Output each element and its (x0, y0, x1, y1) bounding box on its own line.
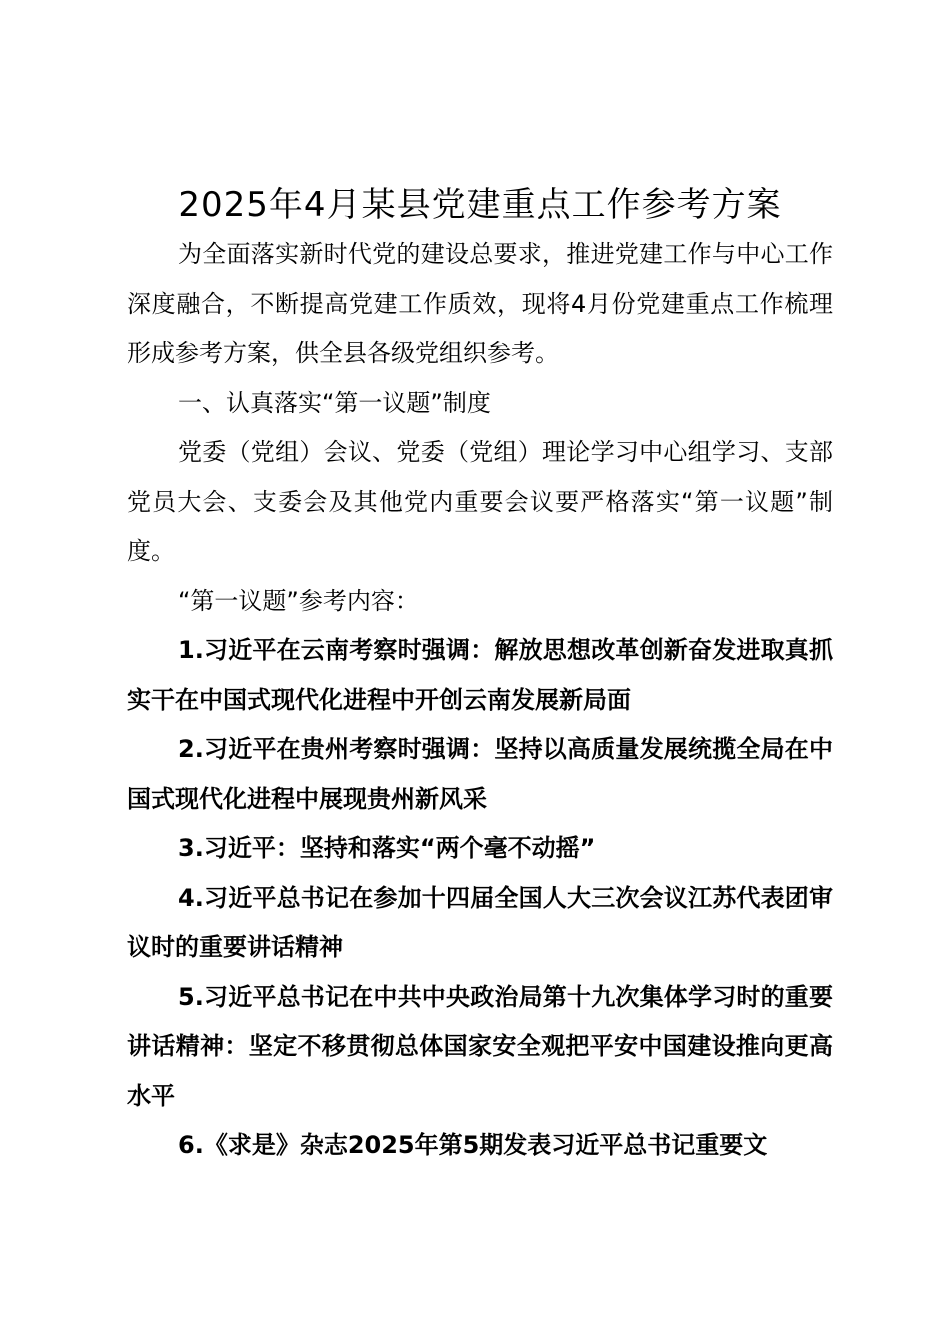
topic-item-6: 6.《求是》杂志2025年第5期发表习近平总书记重要文 (178, 1131, 768, 1159)
topic-item-2: 2.习近平在贵州考察时强调：坚持以高质量发展统揽全局在中国式现代化进程中展现贵州新风采 (127, 735, 833, 813)
topics-label: “第一议题”参考内容： (178, 586, 419, 615)
section-heading: 一、认真落实“第一议题”制度 (178, 388, 491, 417)
document-page (127, 180, 833, 1171)
topic-item-3: 3.习近平：坚持和落实“两个毫不动摇” (178, 834, 596, 862)
document-title: 2025年4月某县党建重点工作参考方案 (178, 185, 782, 225)
topic-item-5: 5.习近平总书记在中共中央政治局第十九次集体学习时的重要讲话精神：坚定不移贯彻总体国家安全观把平安中国建设推向更高水平 (127, 982, 833, 1110)
topic-item-1: 1.习近平在云南考察时强调：解放思想改革创新奋发进取真抓实干在中国式现代化进程中开创云南发展新局面 (127, 636, 833, 714)
intro-paragraph: 为全面落实新时代党的建设总要求，推进党建工作与中心工作深度融合，不断提高党建工作质效，现将4月份党建重点工作梳理形成参考方案，供全县各级党组织参考。 (127, 240, 833, 367)
section-body-paragraph: 党委（党组）会议、党委（党组）理论学习中心组学习、支部党员大会、支委会及其他党内重要会议要严格落实“第一议题”制度。 (127, 438, 833, 565)
topic-item-4: 4.习近平总书记在参加十四届全国人大三次会议江苏代表团审议时的重要讲话精神 (127, 883, 833, 961)
